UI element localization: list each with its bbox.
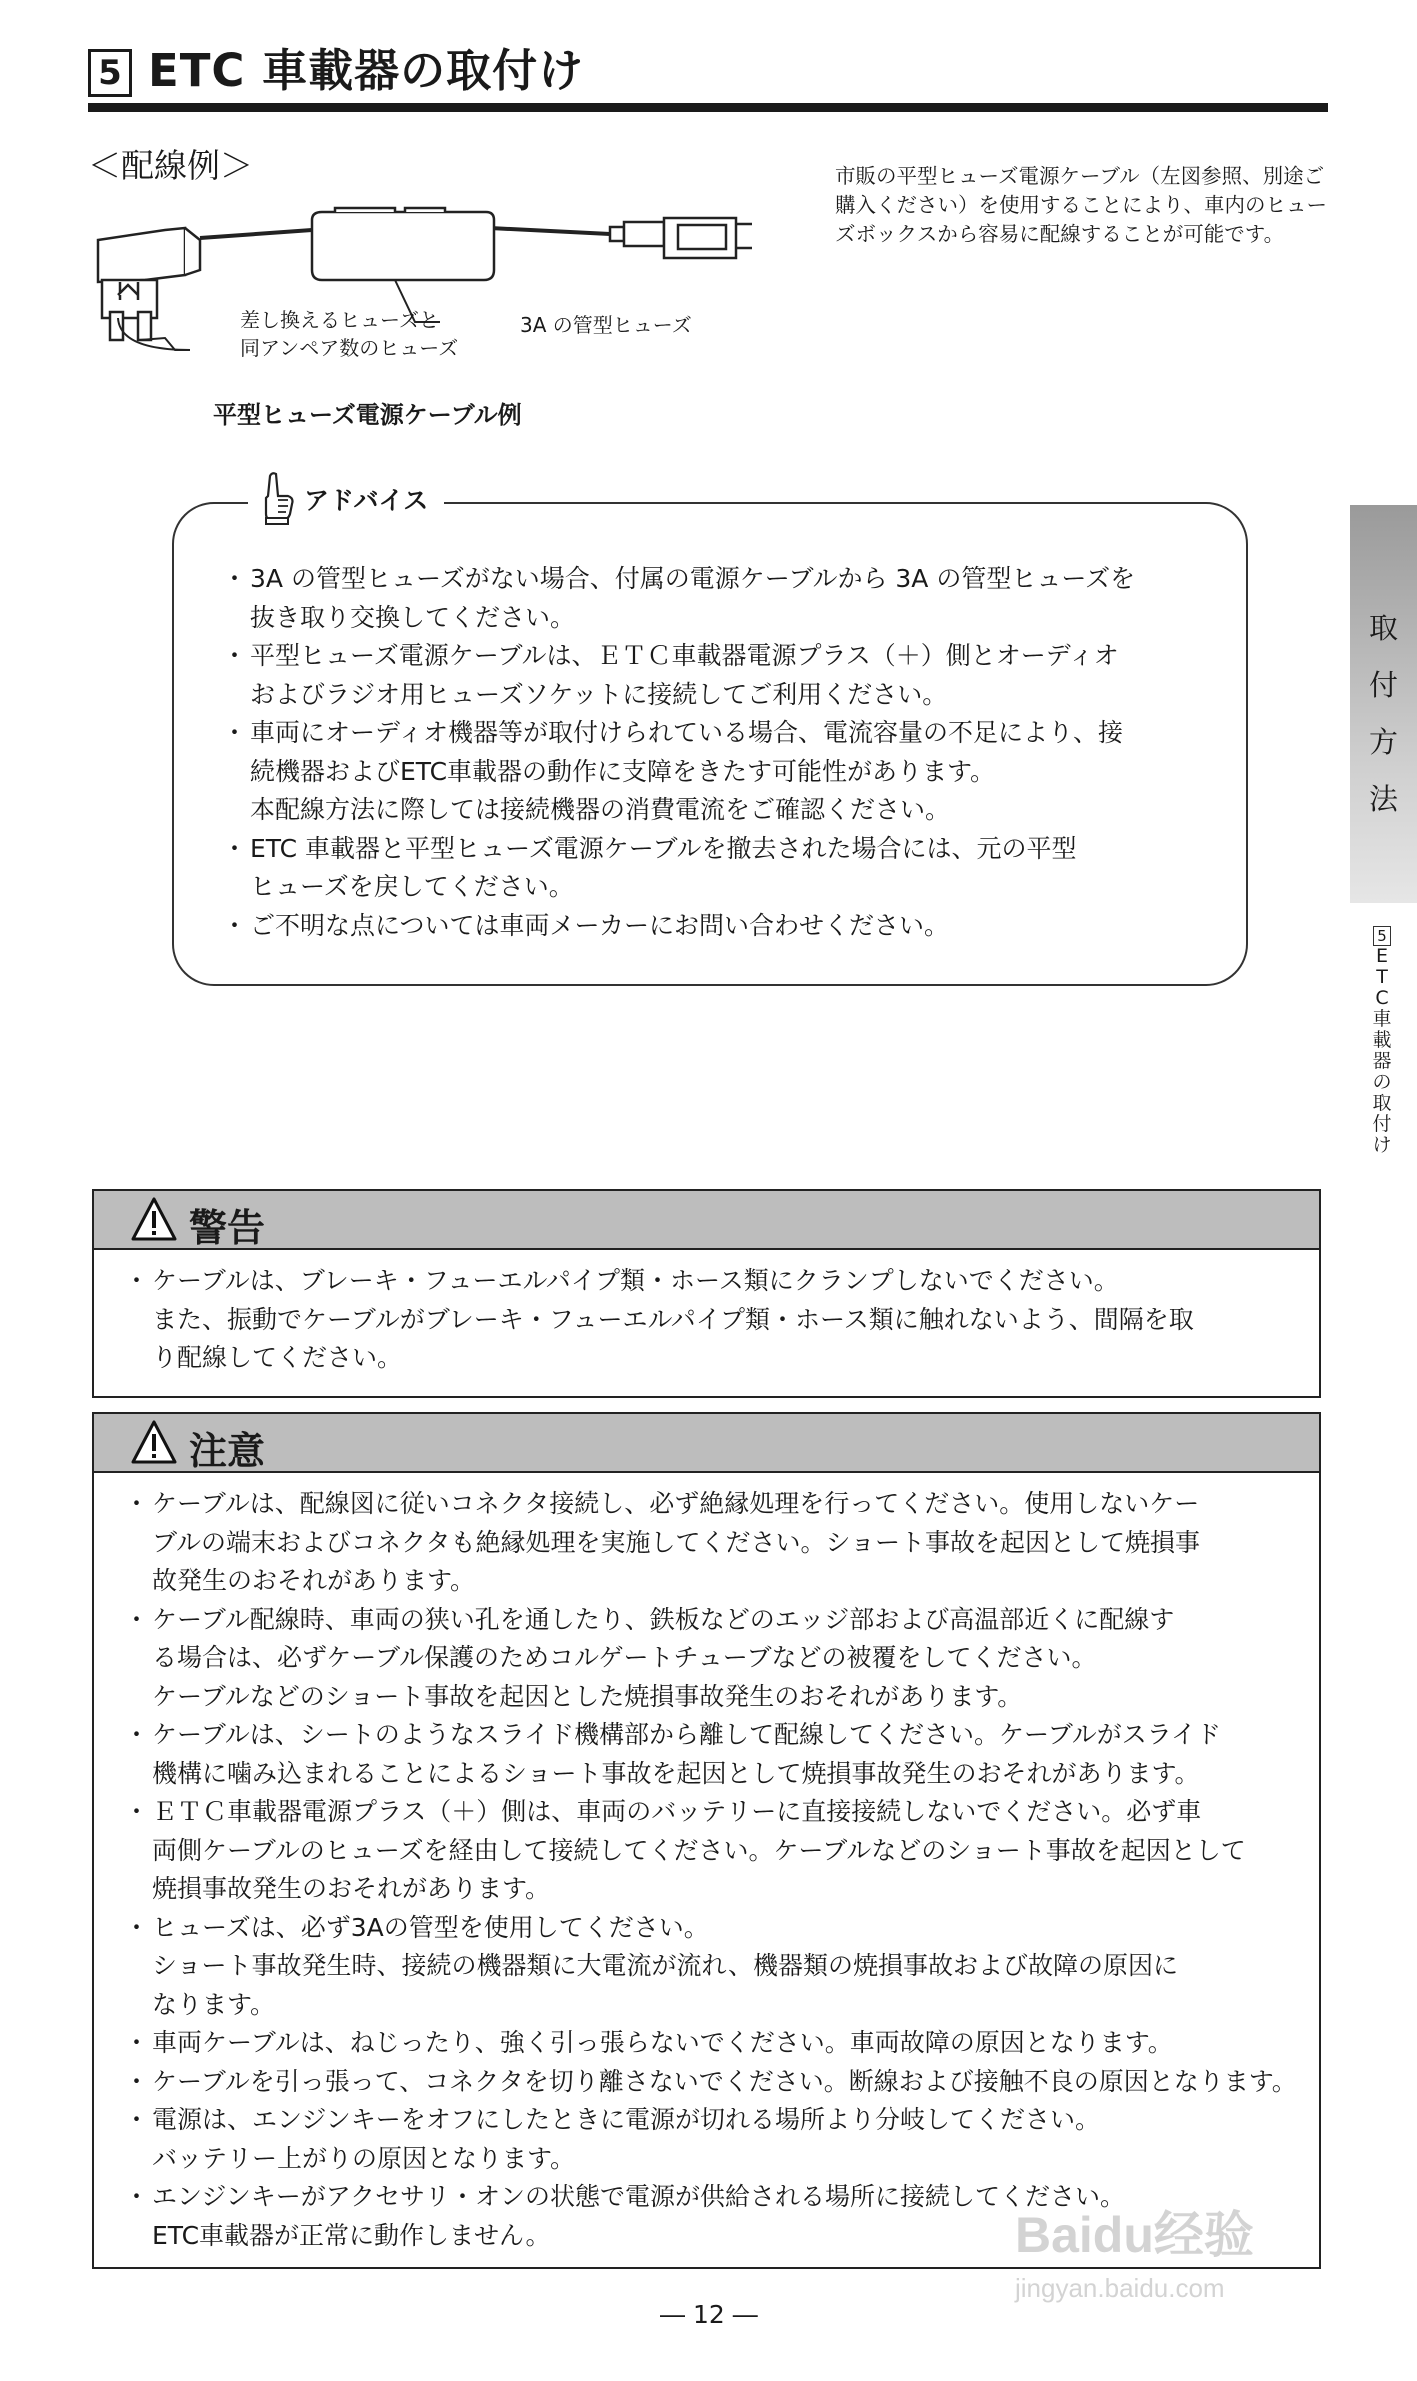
caution-item — [124, 2024, 1299, 2063]
advice-item — [222, 637, 1222, 714]
caution-item-line: バッテリー上がりの原因となります。 — [152, 2143, 576, 2173]
section-header — [88, 45, 1328, 107]
page-title: ETC 車載器の取付け — [148, 44, 585, 97]
side-vertical-char: の — [1372, 1071, 1392, 1093]
pointing-hand-icon — [254, 470, 302, 526]
warning-title: 警告 — [189, 1206, 266, 1250]
advice-item-line: 続機器およびETC車載器の動作に支障をきたす可能性があります。 — [250, 756, 996, 786]
side-section-label — [1368, 925, 1396, 1156]
side-tab-char: 法 — [1368, 782, 1398, 816]
fuse-cable-diagram — [90, 200, 780, 370]
warning-header — [94, 1191, 1319, 1250]
caution-item-line: 機構に噛み込まれることによるショート事故を起因として焼損事故発生のおそれがあります。 — [152, 1758, 1200, 1788]
header-rule — [88, 103, 1328, 112]
caution-item-line: 故発生のおそれがあります。 — [152, 1566, 476, 1595]
advice-item-line: ヒューズを戻してください。 — [250, 872, 574, 901]
caution-item-line: ・ ヒューズは、必ず3Aの管型を使用してください。 — [152, 1912, 709, 1942]
connector-icon — [610, 218, 752, 258]
advice-item-line: 本配線方法に際しては接続機器の消費電流をご確認ください。 — [250, 795, 951, 824]
advice-label: アドバイス — [304, 486, 429, 515]
caution-item-line: ショート事故発生時、接続の機器類に大電流が流れ、機器類の焼損事故および故障の原因に — [152, 1951, 1179, 1980]
caution-header — [94, 1414, 1319, 1473]
caution-item — [124, 2063, 1299, 2102]
warning-item-line: また、振動でケーブルがブレーキ・フューエルパイプ類・ホース類に触れないよう、間隔を取 — [152, 1304, 1194, 1334]
caution-item — [124, 1909, 1299, 2025]
caution-item-line: 焼損事故発生のおそれがあります。 — [152, 1874, 551, 1903]
warning-list — [94, 1250, 1319, 1378]
caution-item-line: ケーブルなどのショート事故を起因とした焼損事故発生のおそれがあります。 — [152, 1681, 1023, 1711]
side-vertical-char: C — [1375, 987, 1389, 1009]
side-vertical-text — [1368, 946, 1396, 1156]
warning-box — [92, 1189, 1321, 1398]
caution-item-line: 両側ケーブルのヒューズを経由して接続してください。ケーブルなどのショート事故を起因として — [152, 1835, 1246, 1865]
caution-title: 注意 — [189, 1429, 266, 1473]
caution-item — [124, 1716, 1299, 1793]
advice-item — [222, 560, 1222, 637]
advice-item-line: 抜き取り交換してください。 — [250, 602, 576, 632]
caution-item-line: ・ ＥＴＣ車載器電源プラス（＋）側は、車両のバッテリーに直接接続しないでください。必ず車 — [152, 1797, 1202, 1826]
caution-item-line: なります。 — [152, 1989, 276, 2019]
caution-item-line: ETC車載器が正常に動作しません。 — [152, 2220, 551, 2250]
side-tab-char: 取 — [1368, 611, 1398, 645]
caution-triangle-icon — [130, 1418, 178, 1466]
fuse-replace-label-2: 同アンペア数のヒューズ — [240, 336, 459, 360]
diagram-caption: 平型ヒューズ電源ケーブル例 — [213, 401, 522, 429]
tube-fuse-label: 3A の管型ヒューズ — [520, 313, 692, 337]
advice-item-line: およびラジオ用ヒューズソケットに接続してご利用ください。 — [250, 679, 948, 709]
caution-item-line: ・ ケーブル配線時、車両の狭い孔を通したり、鉄板などのエッジ部および高温部近くに配線す — [152, 1604, 1175, 1634]
advice-item-line: ・ 3A の管型ヒューズがない場合、付属の電源ケーブルから 3A の管型ヒューズを — [250, 564, 1136, 593]
section-number-box: 5 — [88, 49, 132, 97]
side-vertical-char: 車 — [1372, 1008, 1392, 1030]
warning-item-line: ・ ケーブルは、ブレーキ・フューエルパイプ類・ホース類にクランプしないでください。 — [152, 1266, 1119, 1295]
advice-item — [222, 714, 1222, 830]
caution-item-line: る場合は、必ずケーブル保護のためコルゲートチューブなどの被覆をしてください。 — [152, 1643, 1097, 1672]
caution-item-line: ・ エンジンキーがアクセサリ・オンの状態で電源が供給される場所に接続してください。 — [152, 2182, 1126, 2211]
advice-item-line: ・ 車両にオーディオ機器等が取付けられている場合、電流容量の不足により、接 — [250, 718, 1124, 747]
advice-list — [222, 560, 1222, 945]
advice-heading — [248, 470, 444, 526]
side-description: 市販の平型ヒューズ電源ケーブル（左図参照、別途ご購入ください）を使用することにより、車内のヒューズボックスから容易に配線することが可能です。 — [835, 164, 1327, 246]
caution-item-line: ブルの端末およびコネクタも絶縁処理を実施してください。ショート事故を起因として焼損事 — [152, 1527, 1201, 1557]
tube-fuse-holder-icon — [312, 208, 494, 280]
caution-item — [124, 2178, 1299, 2255]
side-vertical-char: 付 — [1372, 1113, 1392, 1135]
blade-fuse-icon — [98, 228, 200, 340]
watermark-brand: Baidu经验 — [1015, 2207, 1254, 2263]
advice-item — [222, 907, 1222, 946]
advice-item-line: ・ 平型ヒューズ電源ケーブルは、ＥＴＣ車載器電源プラス（＋）側とオーディオ — [250, 641, 1119, 670]
side-tab-label — [1350, 600, 1417, 828]
caution-item-line: ・ ケーブルは、シートのようなスライド機構部から離して配線してください。ケーブルがスライド — [152, 1720, 1222, 1749]
advice-item-line: ・ ご不明な点については車両メーカーにお問い合わせください。 — [250, 910, 950, 940]
wiring-example-label: ＜配線例＞ — [88, 146, 253, 185]
side-vertical-char: 器 — [1372, 1050, 1392, 1072]
side-vertical-char: け — [1372, 1134, 1392, 1156]
caution-item-line: ・ ケーブルを引っ張って、コネクタを切り離さないでください。断線および接触不良の原因となります。 — [152, 2066, 1297, 2096]
side-vertical-char: E — [1375, 945, 1388, 967]
warning-item — [124, 1262, 1299, 1378]
page-number: ― 12 ― — [660, 2300, 758, 2329]
caution-item-line: ・ ケーブルは、配線図に従いコネクタ接続し、必ず絶縁処理を行ってください。使用しないケー — [152, 1489, 1200, 1518]
caution-item-line: ・ 車両ケーブルは、ねじったり、強く引っ張らないでください。車両故障の原因となります。 — [152, 2028, 1173, 2057]
side-section-number: 5 — [1373, 926, 1391, 946]
fuse-replace-label-1: 差し換えるヒューズと — [240, 308, 439, 332]
side-vertical-char: 載 — [1372, 1029, 1392, 1051]
caution-item — [124, 1793, 1299, 1909]
warning-item-line: り配線してください。 — [152, 1343, 403, 1372]
warning-triangle-icon — [130, 1195, 178, 1243]
side-tab-char: 付 — [1368, 668, 1398, 702]
watermark-url: jingyan.baidu.com — [1015, 2273, 1225, 2303]
caution-list — [94, 1473, 1319, 2255]
advice-item — [222, 830, 1222, 907]
side-vertical-char: 取 — [1372, 1092, 1392, 1114]
side-vertical-char: T — [1376, 966, 1388, 988]
caution-box — [92, 1412, 1321, 2269]
caution-item — [124, 2101, 1299, 2178]
advice-item-line: ・ ETC 車載器と平型ヒューズ電源ケーブルを撤去された場合には、元の平型 — [250, 833, 1077, 863]
caution-item-line: ・ 電源は、エンジンキーをオフにしたときに電源が切れる場所より分岐してください。 — [152, 2105, 1101, 2134]
caution-item — [124, 1485, 1299, 1601]
side-tab-char: 方 — [1368, 725, 1398, 759]
caution-item — [124, 1601, 1299, 1717]
